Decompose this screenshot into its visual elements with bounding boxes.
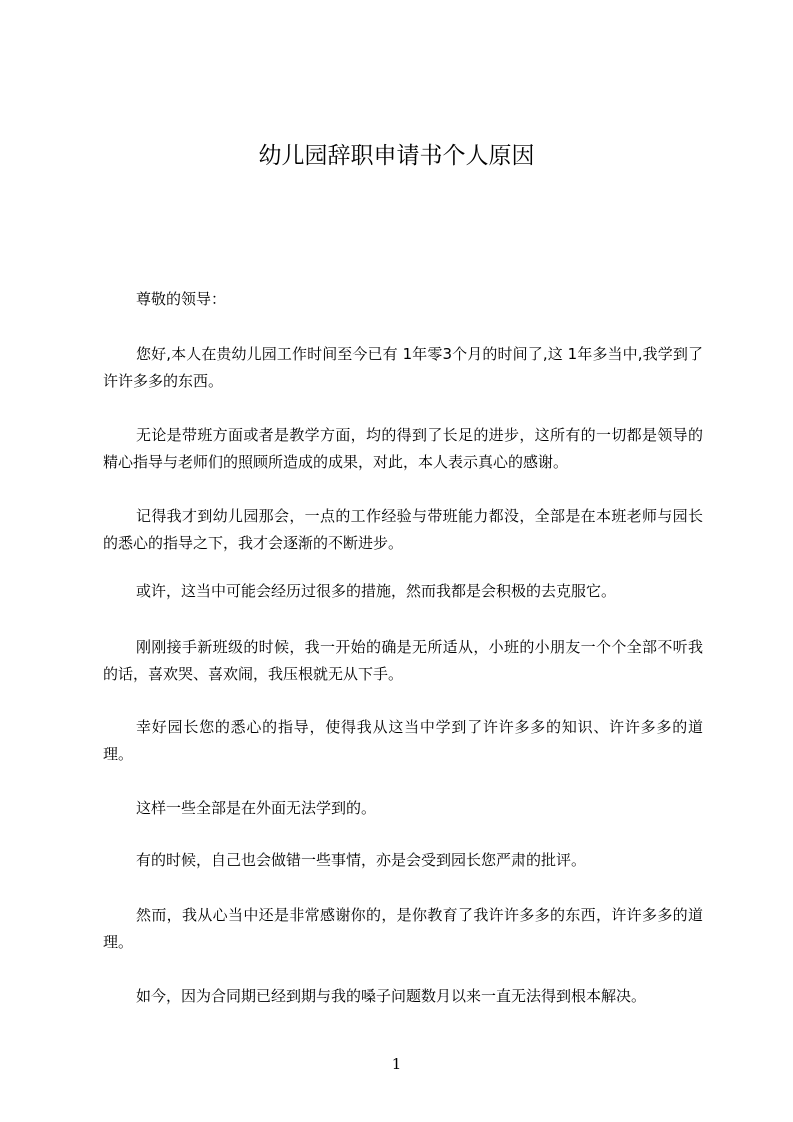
body-paragraph: 记得我才到幼儿园那会，一点的工作经验与带班能力都没，全部是在本班老师与园长的悉心的指导之下，我才会逐渐的不断进步。 [103,507,703,552]
body-paragraph: 有的时候，自己也会做错一些事情，亦是会受到园长您严肃的批评。 [136,851,587,869]
document-title: 幼儿园辞职申请书个人原因 [258,143,535,169]
salutation-paragraph: 尊敬的领导： [136,290,227,308]
body-paragraph: 无论是带班方面或者是教学方面，均的得到了长足的进步，这所有的一切都是领导的精心指导与老师们的照顾所造成的成果，对此，本人表示真心的感谢。 [103,426,703,471]
page-number: 1 [391,1055,402,1073]
body-paragraph: 然而，我从心当中还是非常感谢你的，是你教育了我许许多多的东西，许许多多的道理。 [103,906,703,951]
body-paragraph: 幸好园长您的悉心的指导，使得我从这当中学到了许许多多的知识、许许多多的道理。 [103,718,703,763]
body-paragraph: 如今，因为合同期已经到期与我的嗓子问题数月以来一直无法得到根本解决。 [136,987,647,1005]
body-paragraph: 刚刚接手新班级的时候，我一开始的确是无所适从，小班的小朋友一个个全部不听我的话，喜欢哭、喜欢闹，我压根就无从下手。 [103,638,703,683]
body-paragraph: 您好,本人在贵幼儿园工作时间至今已有 1年零3个月的时间了,这 1年多当中,我学到了许许多多的东西。 [103,345,703,390]
body-paragraph: 或许，这当中可能会经历过很多的措施，然而我都是会积极的去克服它。 [136,582,617,600]
body-paragraph: 这样一些全部是在外面无法学到的。 [136,799,377,817]
